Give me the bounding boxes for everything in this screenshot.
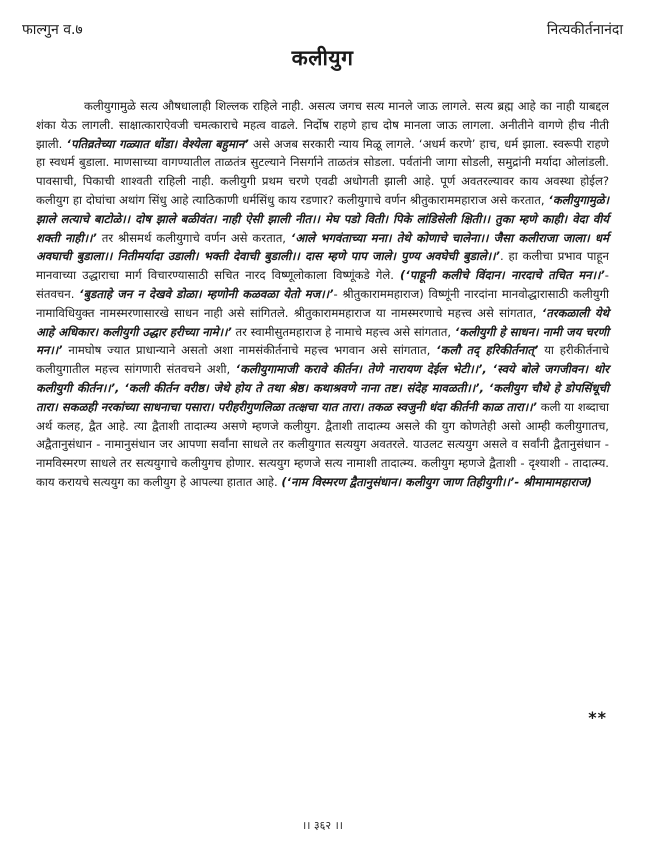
text-run: असे अजब सरकारी न्याय मिळू लागले. ‘अधर्म करणे’ हाच, धर्म झाला. स्वरूपी राहणे हा स्वधर्म बुडाला. माणसाच्या वागण्यातील ताळतंत्र सुटल्याने निसर्गाने ताळतंत्र सोडला. पर्वतांनी जागा सोडली, समुद्रांनी मर्यादा ओलांडली. पावसाची, पिकाची शाश्वती राहिली नाही. कलीयुगी प्रथम चरणे एवढी अधोगती झाली आहे. पूर्ण अवतरल्यावर काय अवस्था होईल? कलीयुग हा दोघांचा अथांग सिंधु आहे त्याठिकाणी धर्मसिंधु काय रडणार? कलीयुगाचे वर्णन श्रीतुकाराममहाराज असे करतात, [36, 136, 609, 207]
main-paragraph [36, 97, 609, 492]
text-run: कलीयुगामुळे सत्य औषधालाही शिल्लक राहिले नाही. असत्य जगच सत्य मानले जाऊ लागले. सत्य ब्रह्म आहे का नाही याबद्दल शंका येऊ लागली. साक्षात्काराऐवजी चमत्काराचे महत्व वाढले. निर्दोष राहणे हाच दोष मानला जाऊ लागला. अनीतीने वागणे हीच नीती झाली. [36, 99, 609, 151]
quote-run: ‘कलीयुगामुळे। झाले लत्याचे बाटोळे।। दोष झाले बळीवंत। नाही ऐसी झाली नीत।। मेघ पडो विती। पिके लांडिसेली क्षिती।। तुका म्हणे काही। वेदा वीर्य शक्ती नाही।।’ [36, 192, 609, 245]
text-run: नामघोष ज्यात प्राधान्याने असतो अशा नामसंकीर्तनाचे महत्त्व भगवान असे सांगतात, [62, 343, 437, 358]
text-run: या हरीकीर्तनाचे कलीयुगातील महत्त्व सांगणारी संतवचने अशी, [36, 343, 609, 377]
quote-run: ‘कलौ तद् हरिकीर्तनात्’ [436, 343, 539, 358]
page-title: कलीयुग [291, 46, 354, 70]
quote-run: ‘पतिव्रतेच्या गळ्यात धोंडा। वेश्येला बहुमान’ [66, 136, 249, 151]
body-text [36, 97, 609, 492]
header-month-date: फाल्गुन व.७ [22, 22, 83, 38]
quote-run: ‘तरकळाली येथे आहे अधिकार। कलीयुगी उद्धार हरीच्या नामे।।’ [36, 305, 609, 339]
page-number: ।। ३६२ ।। [302, 819, 343, 832]
text-run: . हा कलीचा प्रभाव पाहून मानवाच्या उद्धाराचा मार्ग विचारण्यासाठी सचित नारद विष्णूलोकाला विष्णूंकडे गेले. [36, 249, 609, 283]
end-mark: ** [588, 708, 607, 727]
text-run: तर स्वामीसुतमहाराज हे नामाचे महत्त्व असे सांगतात, [231, 324, 455, 339]
quote-run: ‘आले भगवंताच्या मना। तेथे कोणाचे चालेना।। जैसा कलीराजा जाला। धर्म अवघाची बुडाला।। नितीमर्यादा उडाली। भक्ती देवाची बुडाली।। दास म्हणे पाप जाले। पुण्य अवघेची बुडाले।।’ [36, 230, 609, 264]
text-run: - संतवचन. [36, 268, 609, 301]
quote-run: (‘पाहूनी कलीचे विंदान। नारदाचे तचित मन।।’ [400, 268, 605, 283]
text-run: - श्रीतुकाराममहाराज) विष्णूंनी नारदांना मानवोद्धारासाठी कलीयुगी नामाविधियुक्त नामस्मरणासारखे साधन नाही असे सांगितले. श्रीतुकाराममहाराज या नामस्मरणाचे महत्त्व असे सांगतात, [36, 286, 610, 320]
quote-run: ‘कलीयुगी हे साधन। नामी जय चरणी मन।।’ [36, 324, 609, 358]
quote-run: ‘कलीयुगामाजी करावे कीर्तन। तेणे नारायण देईल भेटी।।’, ‘स्वये बोले जगजीवन। थोर कलीयुगी कीर्तन।।’, ‘कली कीर्तन वरीष्ठ। जेथे होय ते तथा श्रेष्ठ। कथाश्रवणे नाना तष्ट। संदेह मावळती।।’, ‘कलीयुग चौथे हे डोपसिंधूची तारा। सकळही नरकांच्या साधनाचा पसारा। परीहरीगुणलिळा तत्क्षचा यात तारा। तकळ स्वजुनी धंदा कीर्तनी काळ तारा।।’ [36, 362, 609, 414]
text-run: तर श्रीसमर्थ कलीयुगाचे वर्णन असे करतात, [96, 230, 291, 245]
quote-run: (‘नाम विस्मरण द्वैतानुसंधान। कलीयुग जाण तिहीयुगी।।’- श्रीमामामहाराज) [281, 474, 593, 489]
text-run: कली या शब्दाचा अर्थ कलह, द्वैत आहे. त्या द्वैताशी तादात्म्य असणे म्हणजे कलीयुग. द्वैताशी तादात्म्य असले की युग कोणतेही असो आम्ही कलीयुगातच, अद्वैतानुसंधान - नामानुसंधान जर आपणा सर्वांना साधले तर कलीयुगात सत्ययुग अवतरले. याउलट सत्ययुग असले व सर्वांनी द्वैतानुसंधान - नामविस्मरण साधले तर सत्ययुगाचे कलीयुगच होणार. सत्ययुग म्हणजे सत्य नामाशी तादात्म्य. कलीयुग म्हणजे द्वैताशी - दृश्याशी - तादात्म्य. काय करायचे सत्ययुग का कलीयुग हे आपल्या हातात आहे. [36, 399, 609, 489]
header-book-title: नित्यकीर्तनानंदा [546, 22, 623, 38]
quote-run: ‘बुडताहे जन न देखवे डोळा। म्हणोनी कळवळा येतो मज।।’ [79, 286, 334, 301]
